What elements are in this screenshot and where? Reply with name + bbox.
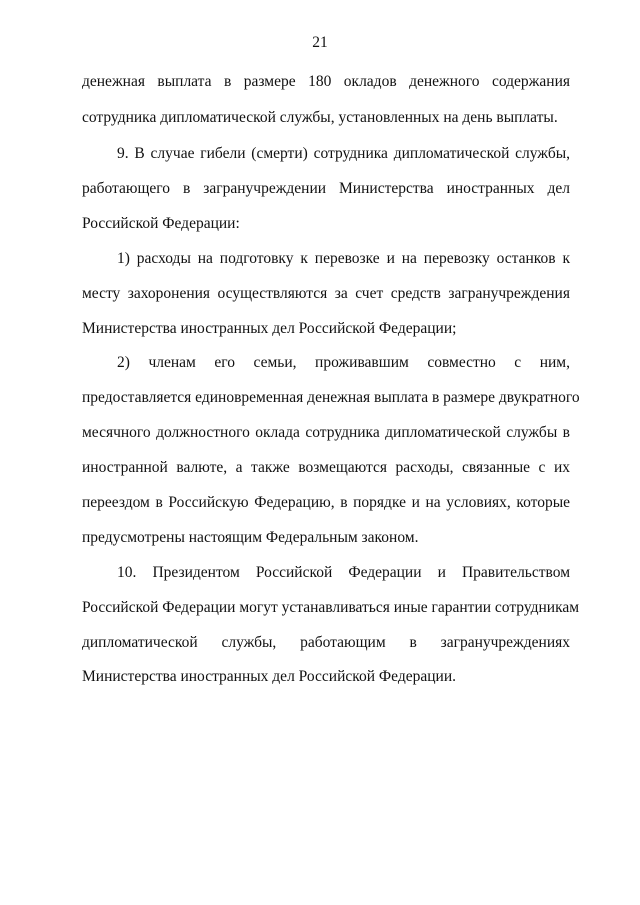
- text-line: месячного должностного оклада сотрудника дипломатической службы в: [82, 424, 570, 441]
- text-line: Министерства иностранных дел Российской Федерации.: [82, 668, 457, 685]
- page-number: 21: [312, 34, 328, 51]
- text-line: 10. Президентом Российской Федерации и Правительством: [117, 564, 570, 581]
- text-line: дипломатической службы, работающим в загранучреждениях: [82, 634, 570, 651]
- text-line: 9. В случае гибели (смерти) сотрудника дипломатической службы,: [117, 145, 570, 162]
- text-line: предусмотрены настоящим Федеральным законом.: [82, 529, 419, 546]
- text-line: иностранной валюте, а также возмещаются расходы, связанные с их: [82, 459, 570, 476]
- text-line: переездом в Российскую Федерацию, в порядке и на условиях, которые: [82, 494, 570, 511]
- text-line: Российской Федерации могут устанавливаться иные гарантии сотрудникам: [82, 599, 580, 616]
- text-line: денежная выплата в размере 180 окладов денежного содержания: [82, 73, 570, 90]
- text-line: работающего в загранучреждении Министерства иностранных дел: [82, 180, 570, 197]
- text-line: Российской Федерации:: [82, 215, 240, 232]
- text-line: месту захоронения осуществляются за счет средств загранучреждения: [82, 285, 570, 302]
- text-line: сотрудника дипломатической службы, установленных на день выплаты.: [82, 109, 558, 126]
- text-line: 2) членам его семьи, проживавшим совместно с ним,: [117, 354, 570, 371]
- text-line: Министерства иностранных дел Российской Федерации;: [82, 320, 457, 337]
- text-line: 1) расходы на подготовку к перевозке и на перевозку останков к: [117, 250, 570, 267]
- text-line: предоставляется единовременная денежная выплата в размере двукратного: [82, 389, 580, 406]
